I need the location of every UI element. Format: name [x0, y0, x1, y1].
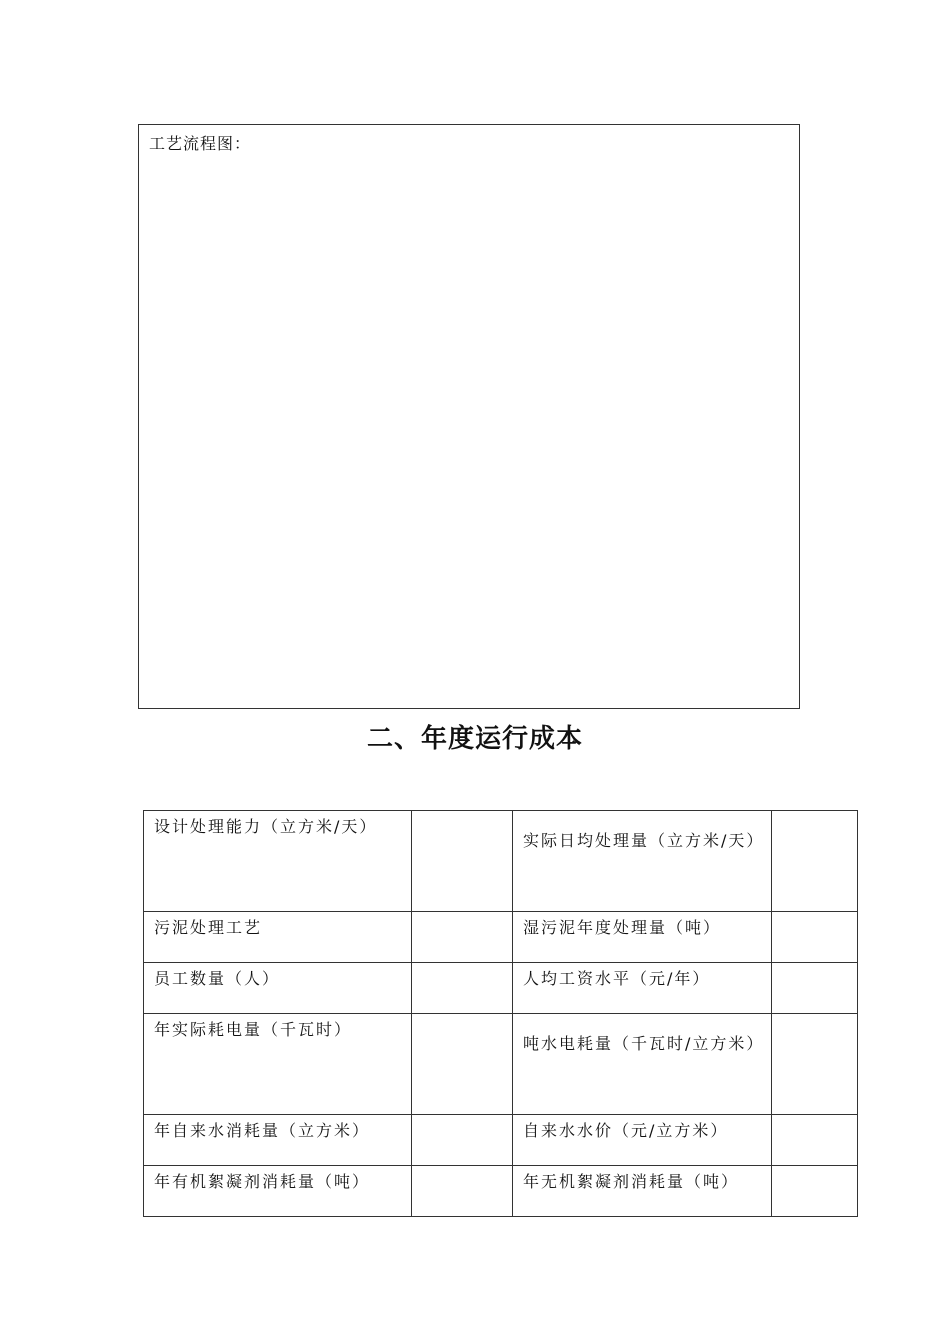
row-label-staff-count: 员工数量（人） [144, 963, 412, 1014]
row-label-tap-water-usage: 年自来水消耗量（立方米） [144, 1115, 412, 1166]
table-row [144, 1014, 858, 1115]
row-label-annual-electricity: 年实际耗电量（千瓦时） [144, 1014, 412, 1115]
value-cell-annual-electricity[interactable] [412, 1014, 513, 1115]
value-cell-power-per-ton[interactable] [772, 1014, 858, 1115]
row-label-wet-sludge-annual: 湿污泥年度处理量（吨） [513, 912, 772, 963]
process-flow-chart-box [138, 124, 800, 709]
value-cell-staff-count[interactable] [412, 963, 513, 1014]
table-row [144, 963, 858, 1014]
process-flow-chart-label: 工艺流程图： [149, 134, 252, 153]
section-title: 二、年度运行成本 [366, 724, 583, 754]
value-cell-inorganic-flocculant[interactable] [772, 1166, 858, 1217]
table-row [144, 1115, 858, 1166]
row-label-inorganic-flocculant: 年无机絮凝剂消耗量（吨） [513, 1166, 772, 1217]
row-label-actual-daily-volume: 实际日均处理量（立方米/天） [513, 811, 772, 912]
value-cell-tap-water-usage[interactable] [412, 1115, 513, 1166]
table-row [144, 1166, 858, 1217]
value-cell-organic-flocculant[interactable] [412, 1166, 513, 1217]
row-label-power-per-ton: 吨水电耗量（千瓦时/立方米） [513, 1014, 772, 1115]
row-label-tap-water-price: 自来水水价（元/立方米） [513, 1115, 772, 1166]
row-label-average-wage: 人均工资水平（元/年） [513, 963, 772, 1014]
row-label-organic-flocculant: 年有机絮凝剂消耗量（吨） [144, 1166, 412, 1217]
value-cell-design-capacity[interactable] [412, 811, 513, 912]
value-cell-average-wage[interactable] [772, 963, 858, 1014]
value-cell-sludge-process[interactable] [412, 912, 513, 963]
value-cell-wet-sludge-annual[interactable] [772, 912, 858, 963]
value-cell-tap-water-price[interactable] [772, 1115, 858, 1166]
value-cell-actual-daily-volume[interactable] [772, 811, 858, 912]
table-row [144, 811, 858, 912]
table-row [144, 912, 858, 963]
row-label-design-capacity: 设计处理能力（立方米/天） [144, 811, 412, 912]
annual-operating-cost-table [143, 810, 858, 1217]
row-label-sludge-process: 污泥处理工艺 [144, 912, 412, 963]
